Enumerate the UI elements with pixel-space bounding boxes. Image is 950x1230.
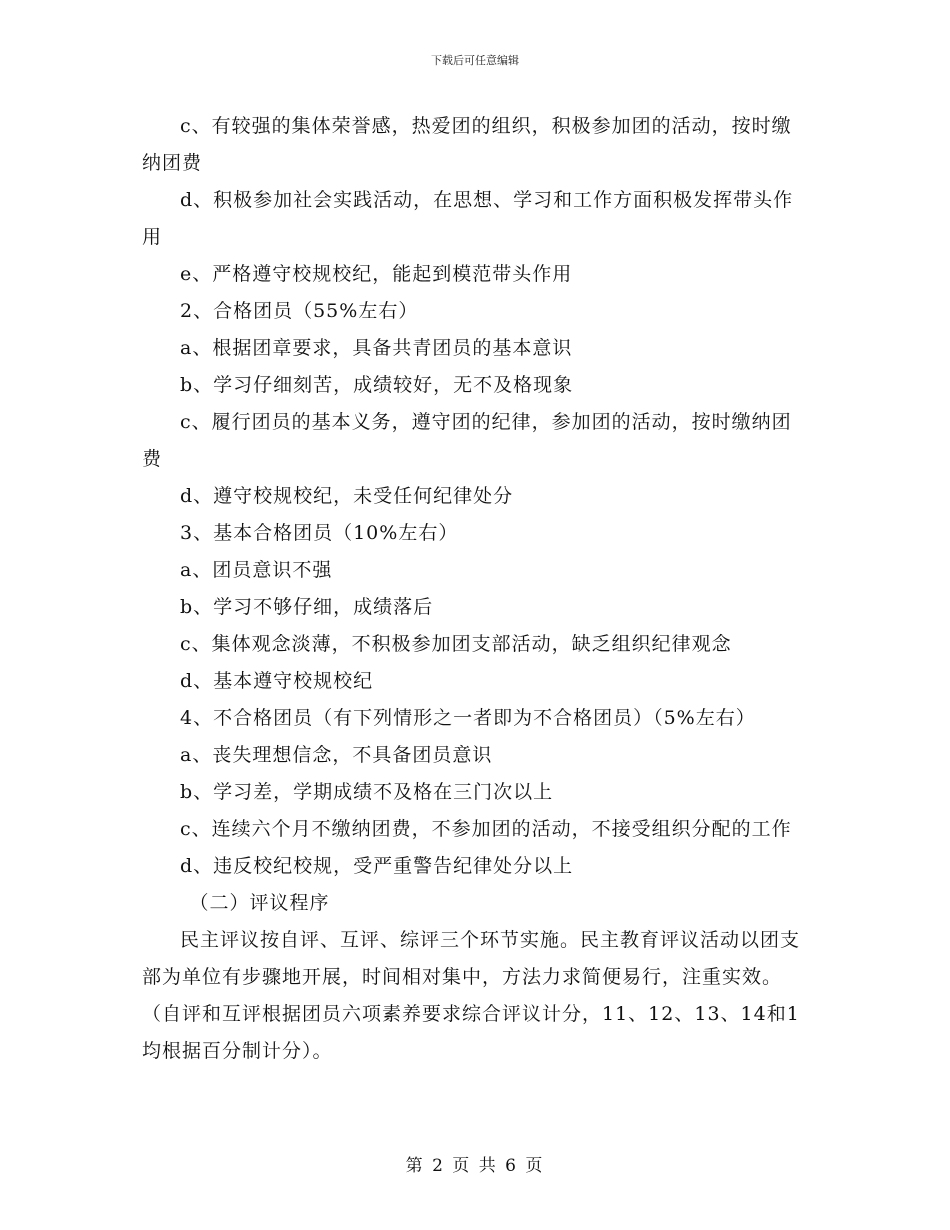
section-heading: （二）评议程序 <box>189 892 330 914</box>
paragraph: b、学习仔细刻苦，成绩较好，无不及格现象 <box>180 374 574 396</box>
section-heading: 3、基本合格团员（10%左右） <box>180 522 459 544</box>
paragraph: d、积极参加社会实践活动，在思想、学习和工作方面积极发挥带头作用 <box>142 189 794 248</box>
paragraph: d、违反校纪校规，受严重警告纪律处分以上 <box>180 855 574 877</box>
paragraph: c、连续六个月不缴纳团费，不参加团的活动，不接受组织分配的工作 <box>180 818 792 840</box>
paragraph: c、有较强的集体荣誉感，热爱团的组织，积极参加团的活动，按时缴纳团费 <box>142 115 792 174</box>
section-heading: 2、合格团员（55%左右） <box>180 300 419 322</box>
page-header: 下载后可任意编辑 <box>431 54 519 67</box>
document-body <box>142 108 810 1070</box>
paragraph: c、集体观念淡薄，不积极参加团支部活动，缺乏组织纪律观念 <box>180 633 732 655</box>
paragraph: c、履行团员的基本义务，遵守团的纪律，参加团的活动，按时缴纳团费 <box>142 411 792 470</box>
paragraph: d、遵守校规校纪，未受任何纪律处分 <box>180 485 514 507</box>
paragraph: a、团员意识不强 <box>180 559 333 581</box>
paragraph: a、丧失理想信念，不具备团员意识 <box>180 744 493 766</box>
paragraph: 民主评议按自评、互评、综评三个环节实施。民主教育评议活动以团支部为单位有步骤地开展，时间相对集中，方法力求简便易行，注重实效。（自评和互评根据团员六项素养要求综合评议计分，11、12、13、14和1均根据百分制计分）。 <box>142 929 801 1062</box>
paragraph: a、根据团章要求，具备共青团员的基本意识 <box>180 337 573 359</box>
paragraph: b、学习差，学期成绩不及格在三门次以上 <box>180 781 554 803</box>
section-heading: 4、不合格团员（有下列情形之一者即为不合格团员）（5%左右） <box>180 707 756 729</box>
paragraph: e、严格遵守校规校纪，能起到模范带头作用 <box>180 263 573 285</box>
page-number: 第 2 页 共 6 页 <box>405 1156 545 1176</box>
paragraph: d、基本遵守校规校纪 <box>180 670 374 692</box>
paragraph: b、学习不够仔细，成绩落后 <box>180 596 434 618</box>
